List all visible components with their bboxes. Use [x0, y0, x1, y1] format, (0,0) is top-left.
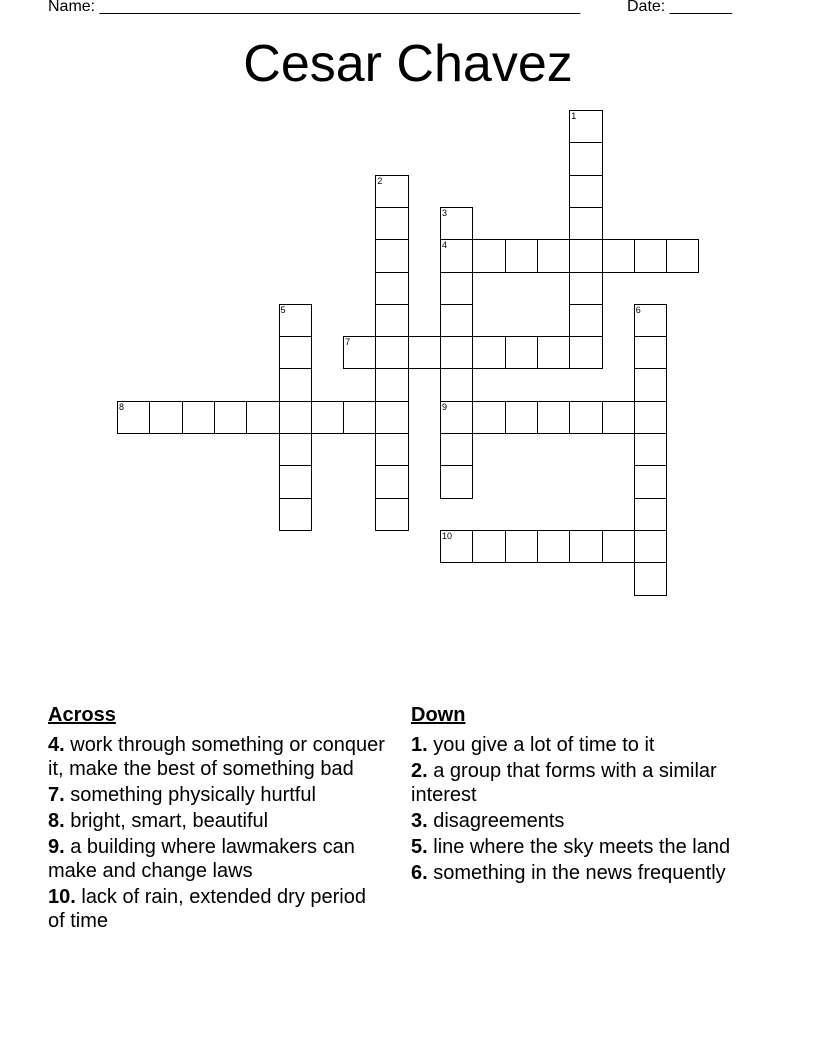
clue-text: disagreements — [427, 810, 565, 832]
clue-text: work through something or conquer it, make the best of something bad — [48, 734, 385, 780]
grid-cell[interactable] — [440, 207, 473, 240]
down-heading: Down — [411, 704, 466, 726]
grid-cell[interactable] — [472, 401, 505, 434]
clue-number: 10 — [442, 530, 453, 541]
grid-cell[interactable] — [343, 401, 376, 434]
grid-cell[interactable] — [440, 530, 473, 563]
clue-number: 3. — [411, 810, 428, 832]
grid-cell[interactable] — [634, 401, 667, 434]
grid-cell[interactable] — [602, 530, 635, 563]
grid-cell[interactable] — [117, 401, 150, 434]
clue-number: 2 — [377, 175, 383, 186]
grid-cell[interactable] — [472, 239, 505, 272]
clue-text: a group that forms with a similar interest — [411, 760, 717, 806]
grid-cell[interactable] — [634, 239, 667, 272]
grid-cell[interactable] — [569, 207, 602, 240]
grid-cell[interactable] — [634, 562, 667, 595]
grid-cell[interactable] — [149, 401, 182, 434]
clue-number: 7 — [345, 337, 351, 348]
grid-cell[interactable] — [569, 530, 602, 563]
grid-cell[interactable] — [505, 530, 538, 563]
grid-cell[interactable] — [440, 433, 473, 466]
grid-cell[interactable] — [279, 498, 312, 531]
grid-cell[interactable] — [375, 336, 408, 369]
grid-cell[interactable] — [537, 401, 570, 434]
across-clue — [48, 783, 388, 807]
grid-cell[interactable] — [246, 401, 279, 434]
clue-number: 5 — [280, 304, 286, 315]
down-clue — [411, 809, 731, 833]
clue-number: 6 — [635, 304, 641, 315]
grid-cell[interactable] — [505, 239, 538, 272]
grid-cell[interactable] — [569, 304, 602, 337]
grid-cell[interactable] — [472, 336, 505, 369]
clue-number: 3 — [442, 207, 448, 218]
grid-cell[interactable] — [440, 272, 473, 305]
clue-number: 8. — [48, 810, 65, 832]
grid-cell[interactable] — [505, 336, 538, 369]
grid-cell[interactable] — [375, 465, 408, 498]
grid-cell[interactable] — [602, 401, 635, 434]
down-clue — [411, 733, 731, 757]
clue-number: 7. — [48, 784, 65, 806]
clue-text: you give a lot of time to it — [427, 734, 655, 756]
clue-text: something in the news frequently — [427, 862, 726, 884]
grid-cell[interactable] — [634, 304, 667, 337]
down-clues — [411, 703, 731, 887]
grid-cell[interactable] — [440, 368, 473, 401]
clue-number: 8 — [119, 401, 125, 412]
grid-cell[interactable] — [182, 401, 215, 434]
grid-cell[interactable] — [666, 239, 699, 272]
grid-cell[interactable] — [375, 207, 408, 240]
grid-cell[interactable] — [279, 433, 312, 466]
grid-cell[interactable] — [279, 465, 312, 498]
across-clue — [48, 809, 388, 833]
grid-cell[interactable] — [472, 530, 505, 563]
grid-cell[interactable] — [569, 336, 602, 369]
down-clue — [411, 759, 731, 807]
across-clue — [48, 733, 388, 781]
clue-text: bright, smart, beautiful — [64, 810, 269, 832]
grid-cell[interactable] — [279, 368, 312, 401]
date-field[interactable]: Date: _______ — [627, 0, 732, 15]
grid-cell[interactable] — [440, 336, 473, 369]
grid-cell[interactable] — [634, 498, 667, 531]
grid-cell[interactable] — [505, 401, 538, 434]
grid-cell[interactable] — [569, 239, 602, 272]
clue-number: 9 — [442, 401, 448, 412]
across-heading: Across — [48, 704, 116, 726]
down-clue — [411, 861, 731, 885]
grid-cell[interactable] — [569, 142, 602, 175]
grid-cell[interactable] — [537, 530, 570, 563]
clue-number: 2. — [411, 760, 428, 782]
clue-text: a building where lawmakers can make and change laws — [48, 836, 355, 882]
clue-number: 6. — [411, 862, 428, 884]
page-title: Cesar Chavez — [243, 35, 573, 93]
grid-cell[interactable] — [279, 401, 312, 434]
clue-text: lack of rain, extended dry period of time — [48, 886, 366, 932]
grid-cell[interactable] — [279, 336, 312, 369]
down-clue — [411, 835, 731, 859]
grid-cell[interactable] — [537, 336, 570, 369]
grid-cell[interactable] — [634, 368, 667, 401]
grid-cell[interactable] — [569, 401, 602, 434]
grid-cell[interactable] — [634, 530, 667, 563]
clue-text: line where the sky meets the land — [427, 836, 731, 858]
grid-cell[interactable] — [375, 304, 408, 337]
grid-cell[interactable] — [569, 175, 602, 208]
clue-text: something physically hurtful — [64, 784, 316, 806]
grid-cell[interactable] — [375, 239, 408, 272]
clue-number: 4. — [48, 734, 65, 756]
grid-cell[interactable] — [569, 110, 602, 143]
grid-cell[interactable] — [602, 239, 635, 272]
clue-number: 1 — [571, 111, 577, 121]
grid-cell[interactable] — [634, 336, 667, 369]
grid-cell[interactable] — [634, 465, 667, 498]
grid-cell[interactable] — [343, 336, 376, 369]
grid-cell[interactable] — [375, 368, 408, 401]
grid-cell[interactable] — [440, 304, 473, 337]
clue-number: 10. — [48, 886, 76, 908]
grid-cell[interactable] — [375, 175, 408, 208]
grid-cell[interactable] — [408, 336, 441, 369]
grid-cell[interactable] — [311, 401, 344, 434]
clue-number: 9. — [48, 836, 65, 858]
across-clue — [48, 835, 388, 883]
clue-number: 5. — [411, 836, 428, 858]
grid-cell[interactable] — [375, 433, 408, 466]
grid-cell[interactable] — [214, 401, 247, 434]
grid-cell[interactable] — [279, 304, 312, 337]
clue-number: 1. — [411, 734, 428, 756]
grid-cell[interactable] — [375, 401, 408, 434]
across-clues — [48, 703, 388, 935]
grid-cell[interactable] — [537, 239, 570, 272]
clue-number: 4 — [442, 240, 448, 251]
grid-cell[interactable] — [440, 239, 473, 272]
across-clue — [48, 885, 388, 933]
grid-cell[interactable] — [440, 401, 473, 434]
name-field[interactable]: Name: ______________________________________________________ — [48, 0, 581, 15]
grid-cell[interactable] — [569, 272, 602, 305]
grid-cell[interactable] — [440, 465, 473, 498]
grid-cell[interactable] — [375, 272, 408, 305]
grid-cell[interactable] — [375, 498, 408, 531]
grid-cell[interactable] — [634, 433, 667, 466]
